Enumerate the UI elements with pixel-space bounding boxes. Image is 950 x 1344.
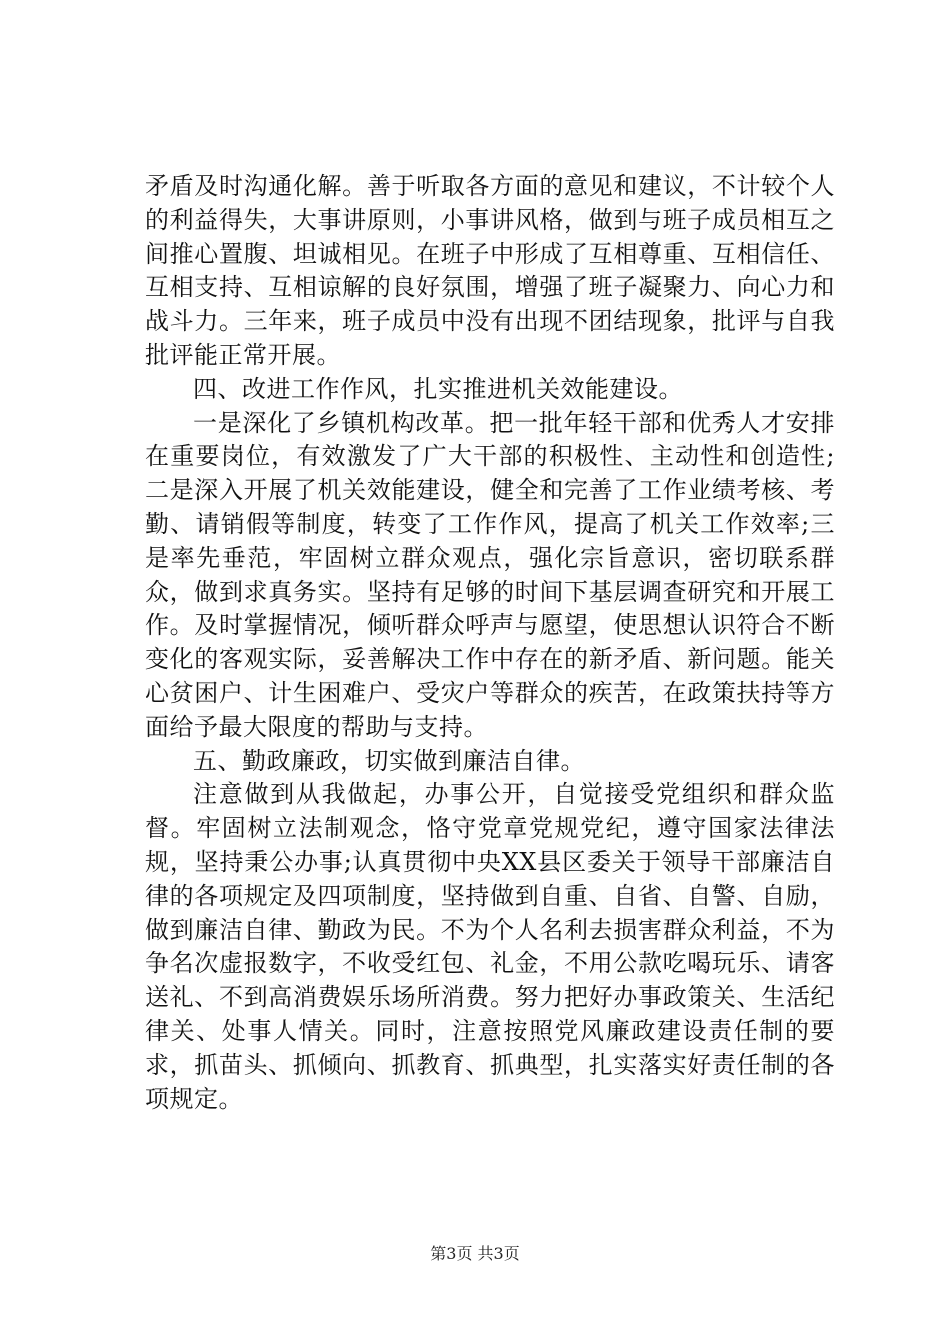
body-paragraph: 一是深化了乡镇机构改革。把一批年轻干部和优秀人才安排在重要岗位，有效激发了广大干部的积极性、主动性和创造性;二是深入开展了机关效能建设，健全和完善了工作业绩考核、考勤、请销假等制度，转变了工作作风，提高了机关工作效率;三是率先垂范，牢固树立群众观点，强化宗旨意识，密切联系群众，做到求真务实。坚持有足够的时间下基层调查研究和开展工作。及时掌握情况，倾听群众呼声与愿望，使思想认识符合不断变化的客观实际，妥善解决工作中存在的新矛盾、新问题。能关心贫困户、计生困难户、受灾户等群众的疾苦，在政策扶持等方面给予最大限度的帮助与支持。: [145, 408, 835, 741]
section-heading-5: 五、勤政廉政，切实做到廉洁自律。: [193, 746, 585, 775]
body-paragraph: 注意做到从我做起，办事公开，自觉接受党组织和群众监督。牢固树立法制观念，恪守党章党规党纪，遵守国家法律法规，坚持秉公办事;认真贯彻中央XX县区委关于领导干部廉洁自律的各项规定及四项制度，坚持做到自重、自省、自警、自励，做到廉洁自律、勤政为民。不为个人名利去损害群众利益，不为争名次虚报数字，不收受红包、礼金，不用公款吃喝玩乐、请客送礼、不到高消费娱乐场所消费。努力把好办事政策关、生活纪律关、处事人情关。同时，注意按照党风廉政建设责任制的要求，抓苗头、抓倾向、抓教育、抓典型，扎实落实好责任制的各项规定。: [145, 780, 835, 1113]
body-paragraph: 矛盾及时沟通化解。善于听取各方面的意见和建议，不计较个人的利益得失，大事讲原则，小事讲风格，做到与班子成员相互之间推心置腹、坦诚相见。在班子中形成了互相尊重、互相信任、互相支持、互相谅解的良好氛围，增强了班子凝聚力、向心力和战斗力。三年来，班子成员中没有出现不团结现象，批评与自我批评能正常开展。: [145, 172, 835, 369]
page-number-footer: 第3页 共3页: [430, 1244, 520, 1263]
section-heading-4: 四、改进工作作风，扎实推进机关效能建设。: [193, 374, 683, 403]
document-body: [145, 170, 835, 1116]
